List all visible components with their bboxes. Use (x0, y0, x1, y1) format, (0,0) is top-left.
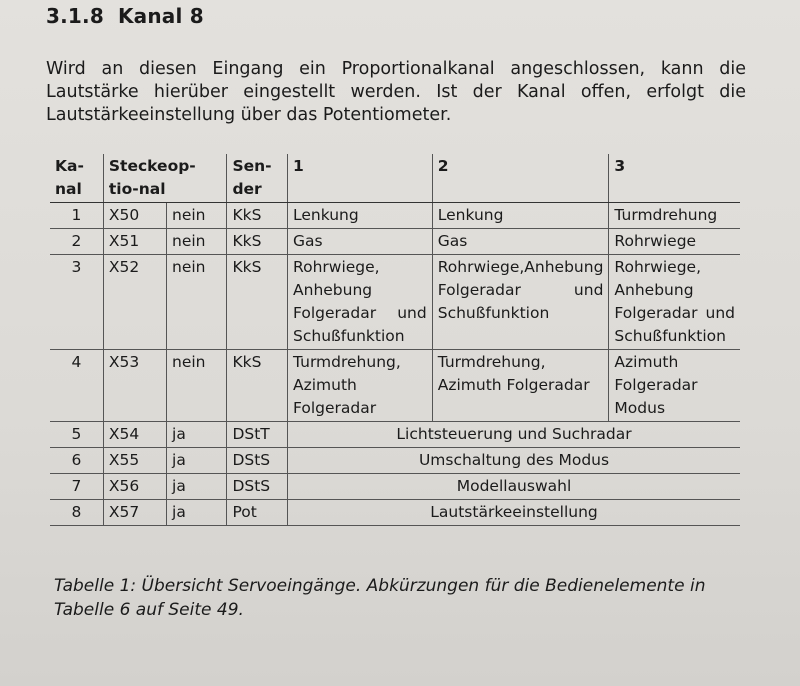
cell-mode-1: Gas (288, 229, 433, 255)
cell-optional: nein (167, 203, 227, 229)
cell-mode-1: Turmdrehung, Azimuth Folgeradar (288, 350, 433, 422)
table-caption: Tabelle 1: Übersicht Servoeingänge. Abkürzungen für die Bedienelemente in Tabelle 6 auf Seite 49. (54, 576, 706, 620)
cell-mode-3: Azimuth Folgeradar Modus (609, 350, 740, 422)
cell-sender: Pot (227, 500, 288, 526)
cell-function-all-modes: Lichtsteuerung und Suchradar (288, 422, 740, 448)
table-row (50, 448, 740, 474)
cell-mode-3: Rohrwiege, Anhebung Folgeradar und Schußfunktion (609, 255, 740, 350)
cell-stecker: X53 (103, 350, 166, 422)
table-row (50, 255, 740, 350)
cell-stecker: X52 (103, 255, 166, 350)
section-title: Kanal 8 (117, 4, 204, 28)
cell-sender: KkS (227, 229, 288, 255)
cell-optional: ja (167, 474, 227, 500)
servo-table (50, 154, 740, 526)
cell-kanal: 2 (50, 229, 103, 255)
table-row (50, 422, 740, 448)
header-mode-3: 3 (609, 154, 740, 203)
cell-mode-2: Rohrwiege,Anhebung Folgeradar und Schußfunktion (432, 255, 609, 350)
header-stecker: Steckeop-tio-nal (103, 154, 227, 203)
cell-optional: nein (167, 350, 227, 422)
cell-stecker: X51 (103, 229, 166, 255)
cell-function-all-modes: Modellauswahl (288, 474, 740, 500)
cell-sender: DStT (227, 422, 288, 448)
cell-optional: ja (167, 448, 227, 474)
cell-mode-1: Lenkung (288, 203, 433, 229)
cell-function-all-modes: Lautstärkeeinstellung (288, 500, 740, 526)
cell-kanal: 7 (50, 474, 103, 500)
table-row (50, 474, 740, 500)
cell-kanal: 8 (50, 500, 103, 526)
cell-mode-2: Gas (432, 229, 609, 255)
cell-optional: nein (167, 229, 227, 255)
cell-mode-1: Rohrwiege, Anhebung Folgeradar und Schußfunktion (288, 255, 433, 350)
cell-kanal: 4 (50, 350, 103, 422)
cell-sender: KkS (227, 255, 288, 350)
table-row (50, 500, 740, 526)
cell-mode-3: Rohrwiege (609, 229, 740, 255)
table-row (50, 229, 740, 255)
cell-mode-2: Lenkung (432, 203, 609, 229)
cell-stecker: X55 (103, 448, 166, 474)
cell-optional: nein (167, 255, 227, 350)
cell-optional: ja (167, 422, 227, 448)
header-mode-1: 1 (288, 154, 433, 203)
cell-stecker: X57 (103, 500, 166, 526)
intro-paragraph: Wird an diesen Eingang ein Proportionalkanal angeschlossen, kann die Lautstärke hierüber eingestellt werden. Ist der Kanal offen, erfolgt die Lautstärkeeinstellung über das Potentiometer. (46, 59, 746, 125)
table-row (50, 203, 740, 229)
cell-stecker: X56 (103, 474, 166, 500)
cell-sender: DStS (227, 474, 288, 500)
table-row (50, 350, 740, 422)
header-mode-2: 2 (432, 154, 609, 203)
cell-stecker: X54 (103, 422, 166, 448)
header-kanal: Ka-nal (50, 154, 103, 203)
cell-sender: KkS (227, 350, 288, 422)
table-header-row (50, 154, 740, 203)
cell-mode-3: Turmdrehung (609, 203, 740, 229)
cell-optional: ja (167, 500, 227, 526)
header-sender: Sen-der (227, 154, 288, 203)
cell-mode-2: Turmdrehung, Azimuth Folgeradar (432, 350, 609, 422)
cell-kanal: 3 (50, 255, 103, 350)
cell-stecker: X50 (103, 203, 166, 229)
cell-sender: KkS (227, 203, 288, 229)
cell-kanal: 1 (50, 203, 103, 229)
cell-function-all-modes: Umschaltung des Modus (288, 448, 740, 474)
section-heading (46, 4, 218, 28)
cell-sender: DStS (227, 448, 288, 474)
cell-kanal: 5 (50, 422, 103, 448)
section-number: 3.1.8 (46, 4, 104, 28)
cell-kanal: 6 (50, 448, 103, 474)
